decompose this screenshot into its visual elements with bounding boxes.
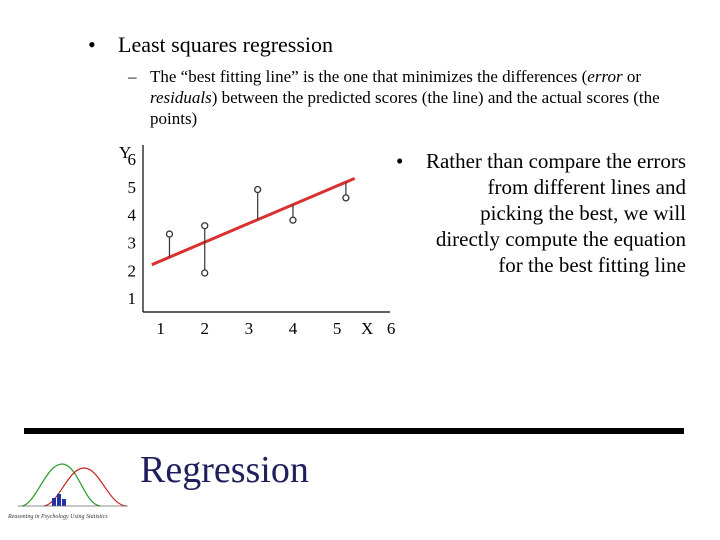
course-logo — [4, 446, 134, 524]
data-point — [202, 223, 208, 229]
bullet-marker: • — [88, 32, 96, 57]
y-axis-label: Y — [119, 143, 132, 162]
x-tick-label: 4 — [288, 319, 298, 338]
heading-text: Least squares regression — [118, 32, 334, 57]
y-tick-label: 3 — [127, 233, 136, 253]
sub-text-part: or — [622, 67, 641, 86]
logo-caption: Reasoning in Psychology Using Statistics — [8, 514, 108, 520]
x-tick-label: 6 — [386, 319, 396, 338]
x-tick-label: 2 — [200, 319, 209, 338]
sub-text-error: error — [587, 67, 623, 86]
x-tick-label: 1 — [156, 319, 165, 338]
x-tick-label: 3 — [244, 319, 254, 338]
side-bullet-text: Rather than compare the errors from different lines and picking the best, we will directly compute the equation for the best fitting line — [425, 149, 686, 277]
y-tick-label: 1 — [127, 289, 136, 309]
x-tick-label: 5 — [332, 319, 342, 338]
logo-histogram-bar — [57, 494, 61, 506]
y-tick-label: 5 — [127, 177, 136, 197]
sub-text-part: ) between the predicted scores (the line) and the actual scores (the points) — [150, 88, 660, 128]
regression-line — [152, 178, 355, 264]
logo-histogram-bar — [62, 499, 66, 506]
y-tick-label: 2 — [127, 261, 136, 281]
sub-text-residuals: residuals — [150, 88, 212, 107]
data-point — [255, 187, 261, 193]
data-point — [202, 270, 208, 276]
data-point — [290, 217, 296, 223]
footer-title: Regression — [140, 449, 309, 491]
x-axis-label: X — [361, 319, 374, 338]
footer-rule — [24, 428, 684, 434]
data-point — [343, 195, 349, 201]
y-tick-label: 6 — [127, 149, 136, 169]
logo-histogram-bar — [52, 498, 56, 506]
y-tick-label: 4 — [127, 205, 136, 225]
side-bullet-marker: • — [396, 149, 404, 173]
data-point — [166, 231, 172, 237]
logo-normal-curve-red — [44, 468, 126, 506]
sub-text-part: The “best fitting line” is the one that minimizes the differences ( — [150, 67, 588, 86]
sub-bullet-dash: – — [128, 67, 137, 86]
